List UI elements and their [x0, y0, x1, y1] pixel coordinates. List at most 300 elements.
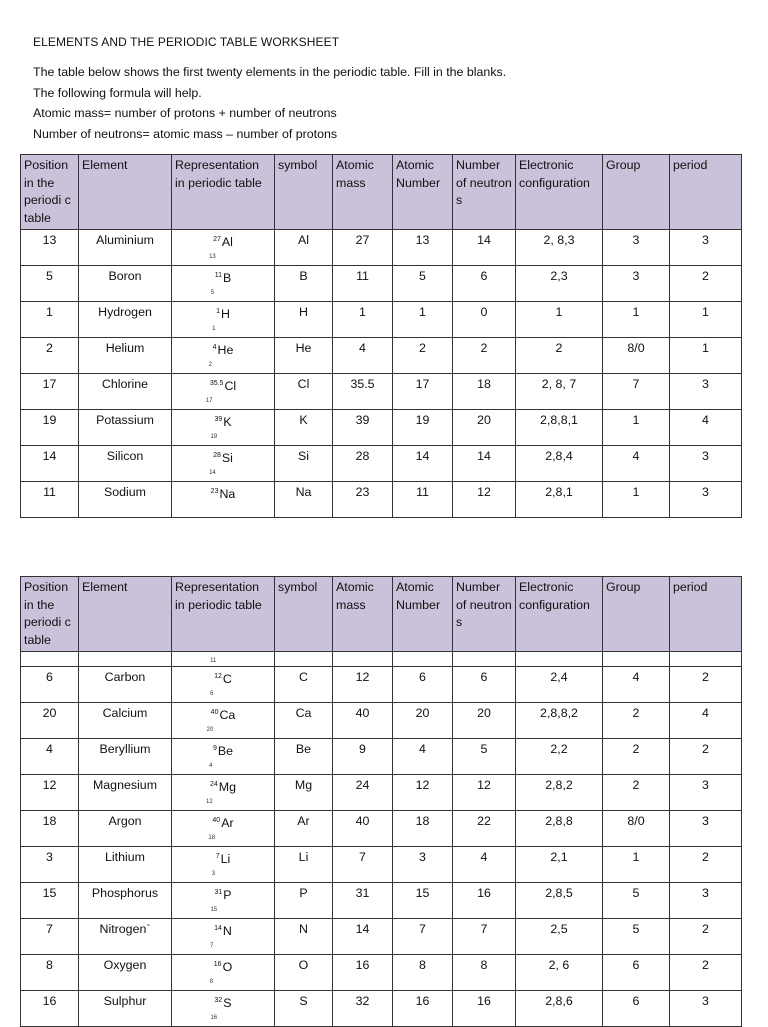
table-header-row	[21, 577, 742, 652]
cell-representation	[172, 847, 275, 883]
cell-representation	[172, 482, 275, 518]
element-symbol: Mg	[218, 780, 236, 794]
atomic-number: 20	[206, 727, 214, 733]
cell-symbol: Ca	[275, 703, 333, 739]
cell-group: 1	[603, 302, 670, 338]
header-atomic-number: Atomic Number	[393, 577, 453, 652]
cell-configuration: 2, 8,3	[516, 230, 603, 266]
cell-group: 5	[603, 883, 670, 919]
mass-number: 39	[214, 416, 223, 423]
mass-number: 28	[213, 452, 221, 459]
cell-group: 6	[603, 991, 670, 1027]
cell-position: 8	[21, 955, 79, 991]
cell-representation	[172, 230, 275, 266]
cell-neutrons: 18	[453, 374, 516, 410]
cell-atomic-number: 8	[393, 955, 453, 991]
cell-period: 3	[670, 883, 742, 919]
cell-group: 2	[603, 739, 670, 775]
atomic-number: 6	[210, 691, 214, 697]
cell-atomic-number: 19	[393, 410, 453, 446]
cell-group: 4	[603, 446, 670, 482]
isotope-notation	[208, 340, 234, 368]
cell-period: 3	[670, 446, 742, 482]
cell-configuration: 2,8,6	[516, 991, 603, 1027]
cell-atomic-number: 5	[393, 266, 453, 302]
cell-representation	[172, 811, 275, 847]
cell-atomic-mass: 31	[333, 883, 393, 919]
atomic-number: 8	[209, 979, 214, 985]
element-symbol: He	[217, 343, 234, 357]
cell-representation	[172, 703, 275, 739]
cell-element: Carbon	[79, 667, 172, 703]
table-header-row	[21, 155, 742, 230]
element-symbol: Si	[221, 451, 233, 465]
table-row	[21, 919, 742, 955]
mass-number: 11	[214, 272, 222, 279]
element-symbol: S	[223, 996, 232, 1010]
intro-line: Number of neutrons= atomic mass – number of protons	[33, 126, 338, 141]
element-symbol: Na	[219, 487, 236, 501]
cell-group: 4	[603, 667, 670, 703]
atomic-number: 7	[210, 943, 214, 949]
cell-period: 1	[670, 338, 742, 374]
element-symbol: O	[222, 960, 233, 974]
cell-period: 2	[670, 847, 742, 883]
cell-atomic-mass: 14	[333, 919, 393, 955]
cell-element: Beryllium	[79, 739, 172, 775]
cell-neutrons: 16	[453, 883, 516, 919]
cell-group: 2	[603, 775, 670, 811]
isotope-notation	[210, 921, 232, 949]
mass-number: 1	[216, 308, 220, 315]
table-row	[21, 230, 742, 266]
cell-configuration: 2,8,4	[516, 446, 603, 482]
intro-text	[33, 62, 506, 144]
cell-atomic-number: 15	[393, 883, 453, 919]
cell-group: 5	[603, 919, 670, 955]
cell-element: Argon	[79, 811, 172, 847]
cell-configuration: 2	[516, 338, 603, 374]
cell-position: 7	[21, 919, 79, 955]
cell-element: Chlorine	[79, 374, 172, 410]
cell-atomic-number: 6	[393, 667, 453, 703]
table-row	[21, 811, 742, 847]
cell-atomic-number: 13	[393, 230, 453, 266]
cell-representation	[172, 652, 275, 667]
cell-neutrons: 0	[453, 302, 516, 338]
cell-representation	[172, 410, 275, 446]
cell-atomic-mass: 24	[333, 775, 393, 811]
cell-period	[670, 652, 742, 667]
isotope-notation	[208, 813, 234, 841]
cell-atomic-mass: 40	[333, 703, 393, 739]
atomic-number: 1	[212, 326, 216, 332]
cell-atomic-number: 14	[393, 446, 453, 482]
cell-symbol: O	[275, 955, 333, 991]
cell-representation	[172, 446, 275, 482]
cell-position: 11	[21, 482, 79, 518]
mass-number: 14	[214, 925, 222, 932]
isotope-notation	[211, 484, 236, 502]
cell-atomic-number: 2	[393, 338, 453, 374]
isotope-notation	[209, 448, 233, 476]
isotope-notation	[205, 376, 237, 404]
header-atomic-mass: Atomic mass	[333, 155, 393, 230]
cell-configuration: 2, 6	[516, 955, 603, 991]
mass-number: 32	[214, 997, 223, 1004]
blank-row	[21, 652, 742, 667]
cell-position: 13	[21, 230, 79, 266]
isotope-notation	[209, 957, 233, 985]
cell-atomic-number: 20	[393, 703, 453, 739]
header-neutrons: Number of neutron s	[453, 577, 516, 652]
cell-neutrons: 14	[453, 446, 516, 482]
cell-position: 3	[21, 847, 79, 883]
header-symbol: symbol	[275, 577, 333, 652]
isotope-notation	[208, 741, 234, 769]
cell-period: 2	[670, 919, 742, 955]
atomic-number: 15	[210, 907, 218, 913]
table-row	[21, 302, 742, 338]
isotope-notation	[210, 993, 232, 1021]
cell-atomic-mass: 7	[333, 847, 393, 883]
isotope-notation	[210, 658, 232, 697]
cell-group: 1	[603, 482, 670, 518]
cell-neutrons: 20	[453, 703, 516, 739]
table-row	[21, 991, 742, 1027]
isotope-notation	[210, 412, 232, 440]
cell-atomic-mass: 27	[333, 230, 393, 266]
cell-element: Boron	[79, 266, 172, 302]
atomic-number: 2	[208, 362, 212, 368]
cell-neutrons: 2	[453, 338, 516, 374]
cell-symbol: Na	[275, 482, 333, 518]
header-atomic-mass: Atomic mass	[333, 577, 393, 652]
cell-group: 8/0	[603, 811, 670, 847]
cell-atomic-number	[393, 652, 453, 667]
cell-symbol	[275, 652, 333, 667]
element-symbol: B	[223, 271, 232, 285]
cell-atomic-mass: 32	[333, 991, 393, 1027]
cell-atomic-number: 12	[393, 775, 453, 811]
table-row	[21, 739, 742, 775]
cell-neutrons: 6	[453, 667, 516, 703]
atomic-number: 14	[209, 470, 216, 476]
element-symbol: Al	[221, 235, 233, 249]
cell-atomic-number: 4	[393, 739, 453, 775]
table-row	[21, 667, 742, 703]
table-row	[21, 410, 742, 446]
cell-element	[79, 652, 172, 667]
atomic-number: 5	[210, 290, 215, 296]
cell-element: Nitrogen`	[79, 919, 172, 955]
cell-group: 7	[603, 374, 670, 410]
cell-atomic-number: 1	[393, 302, 453, 338]
cell-symbol: Cl	[275, 374, 333, 410]
cell-neutrons: 8	[453, 955, 516, 991]
cell-atomic-mass: 35.5	[333, 374, 393, 410]
table-row	[21, 338, 742, 374]
cell-position: 2	[21, 338, 79, 374]
atomic-number: 18	[208, 835, 216, 841]
mass-number: 12	[214, 673, 222, 680]
cell-atomic-number: 18	[393, 811, 453, 847]
mass-number: 23	[210, 488, 219, 495]
cell-symbol: K	[275, 410, 333, 446]
cell-element: Silicon	[79, 446, 172, 482]
cell-atomic-mass: 39	[333, 410, 393, 446]
cell-element: Oxygen	[79, 955, 172, 991]
mass-number: 31	[214, 889, 223, 896]
cell-neutrons: 7	[453, 919, 516, 955]
cell-group: 3	[603, 266, 670, 302]
cell-representation	[172, 266, 275, 302]
mass-number: 40	[212, 817, 221, 824]
header-symbol: symbol	[275, 155, 333, 230]
cell-configuration: 2,4	[516, 667, 603, 703]
cell-neutrons: 5	[453, 739, 516, 775]
cell-group: 1	[603, 410, 670, 446]
cell-atomic-mass: 9	[333, 739, 393, 775]
cell-period: 3	[670, 374, 742, 410]
cell-period: 2	[670, 667, 742, 703]
elements-table-1	[20, 154, 742, 518]
intro-line: The table below shows the first twenty elements in the periodic table. Fill in the blanks.	[33, 65, 507, 79]
cell-configuration: 2,8,1	[516, 482, 603, 518]
cell-representation	[172, 739, 275, 775]
cell-configuration: 2, 8, 7	[516, 374, 603, 410]
isotope-notation	[209, 232, 233, 260]
table-row	[21, 775, 742, 811]
cell-element: Sulphur	[79, 991, 172, 1027]
cell-position: 20	[21, 703, 79, 739]
cell-symbol: N	[275, 919, 333, 955]
isotope-notation	[211, 849, 231, 877]
cell-representation	[172, 775, 275, 811]
header-configuration: Electronic configuration	[516, 155, 603, 230]
worksheet-title: ELEMENTS AND THE PERIODIC TABLE WORKSHEET	[33, 35, 340, 49]
cell-element: Aluminium	[79, 230, 172, 266]
cell-symbol: S	[275, 991, 333, 1027]
cell-position: 14	[21, 446, 79, 482]
cell-period: 3	[670, 482, 742, 518]
table-row	[21, 446, 742, 482]
cell-group: 6	[603, 955, 670, 991]
header-period: period	[670, 577, 742, 652]
cell-configuration: 2,8,2	[516, 775, 603, 811]
cell-neutrons: 4	[453, 847, 516, 883]
mass-number: 35.5	[209, 380, 224, 387]
cell-symbol: Mg	[275, 775, 333, 811]
cell-period: 2	[670, 266, 742, 302]
mass-number: 40	[210, 709, 219, 716]
element-symbol: Li	[220, 852, 231, 866]
cell-element: Phosphorus	[79, 883, 172, 919]
cell-symbol: C	[275, 667, 333, 703]
element-symbol: K	[223, 415, 232, 429]
cell-representation	[172, 338, 275, 374]
cell-neutrons: 20	[453, 410, 516, 446]
cell-period: 3	[670, 775, 742, 811]
cell-symbol: Ar	[275, 811, 333, 847]
cell-position: 4	[21, 739, 79, 775]
cell-element: Sodium	[79, 482, 172, 518]
cell-configuration: 2,8,8,1	[516, 410, 603, 446]
cell-element: Hydrogen	[79, 302, 172, 338]
cell-atomic-mass: 40	[333, 811, 393, 847]
cell-position	[21, 652, 79, 667]
cell-position: 12	[21, 775, 79, 811]
table-row	[21, 482, 742, 518]
mass-number: 9	[212, 745, 217, 752]
table-row	[21, 955, 742, 991]
cell-representation	[172, 302, 275, 338]
cell-group: 8/0	[603, 338, 670, 374]
cell-atomic-mass: 4	[333, 338, 393, 374]
atomic-number: 19	[210, 434, 218, 440]
cell-representation	[172, 374, 275, 410]
atomic-number: 11	[210, 658, 217, 664]
cell-configuration: 1	[516, 302, 603, 338]
cell-group	[603, 652, 670, 667]
table-row	[21, 703, 742, 739]
cell-configuration: 2,1	[516, 847, 603, 883]
header-group: Group	[603, 155, 670, 230]
element-symbol: Be	[217, 744, 234, 758]
cell-neutrons	[453, 652, 516, 667]
cell-position: 5	[21, 266, 79, 302]
cell-configuration: 2,8,5	[516, 883, 603, 919]
element-symbol: H	[220, 307, 230, 321]
intro-line: Atomic mass= number of protons + number of neutrons	[33, 106, 337, 120]
isotope-notation	[210, 268, 232, 296]
cell-period: 3	[670, 991, 742, 1027]
cell-period: 3	[670, 811, 742, 847]
cell-position: 6	[21, 667, 79, 703]
table-row	[21, 847, 742, 883]
cell-atomic-mass: 11	[333, 266, 393, 302]
header-representation: Representation in periodic table	[172, 155, 275, 230]
header-position: Position in the periodi c table	[21, 155, 79, 230]
cell-group: 1	[603, 847, 670, 883]
header-position: Position in the periodi c table	[21, 577, 79, 652]
cell-representation	[172, 919, 275, 955]
mass-number: 24	[209, 781, 218, 788]
mass-number: 27	[213, 236, 221, 243]
header-neutrons: Number of neutron s	[453, 155, 516, 230]
cell-configuration: 2,5	[516, 919, 603, 955]
header-group: Group	[603, 577, 670, 652]
element-symbol: P	[223, 888, 232, 902]
cell-element: Potassium	[79, 410, 172, 446]
atomic-number: 16	[210, 1015, 218, 1021]
cell-configuration: 2,8,8,2	[516, 703, 603, 739]
cell-representation	[172, 658, 275, 703]
element-symbol: Cl	[224, 379, 237, 393]
cell-atomic-mass: 12	[333, 667, 393, 703]
atomic-number: 3	[211, 871, 216, 877]
table-row	[21, 374, 742, 410]
elements-table-2	[20, 576, 742, 1027]
header-representation: Representation in periodic table	[172, 577, 275, 652]
cell-symbol: Be	[275, 739, 333, 775]
cell-configuration	[516, 652, 603, 667]
cell-period: 4	[670, 410, 742, 446]
cell-position: 18	[21, 811, 79, 847]
cell-period: 4	[670, 703, 742, 739]
cell-period: 1	[670, 302, 742, 338]
cell-representation	[172, 955, 275, 991]
cell-atomic-number: 7	[393, 919, 453, 955]
cell-neutrons: 12	[453, 482, 516, 518]
cell-atomic-mass: 1	[333, 302, 393, 338]
cell-symbol: B	[275, 266, 333, 302]
cell-atomic-number: 3	[393, 847, 453, 883]
mass-number: 16	[213, 961, 222, 968]
header-element: Element	[79, 577, 172, 652]
cell-period: 3	[670, 230, 742, 266]
cell-element: Helium	[79, 338, 172, 374]
isotope-notation	[205, 777, 236, 805]
cell-neutrons: 14	[453, 230, 516, 266]
cell-representation	[172, 991, 275, 1027]
atomic-number: 13	[209, 254, 216, 260]
atomic-number: 4	[208, 763, 213, 769]
cell-symbol: P	[275, 883, 333, 919]
cell-symbol: Al	[275, 230, 333, 266]
element-symbol: N	[222, 924, 232, 938]
intro-line: The following formula will help.	[33, 85, 202, 100]
cell-group: 2	[603, 703, 670, 739]
element-symbol: C	[222, 672, 232, 686]
header-period: period	[670, 155, 742, 230]
cell-position: 15	[21, 883, 79, 919]
isotope-notation	[210, 885, 232, 913]
atomic-number: 12	[205, 799, 213, 805]
cell-element: Lithium	[79, 847, 172, 883]
cell-group: 3	[603, 230, 670, 266]
cell-element: Calcium	[79, 703, 172, 739]
isotope-notation	[206, 705, 236, 733]
cell-neutrons: 22	[453, 811, 516, 847]
cell-representation	[172, 883, 275, 919]
cell-configuration: 2,2	[516, 739, 603, 775]
cell-position: 1	[21, 302, 79, 338]
cell-symbol: Li	[275, 847, 333, 883]
cell-atomic-mass: 23	[333, 482, 393, 518]
cell-neutrons: 16	[453, 991, 516, 1027]
cell-atomic-number: 16	[393, 991, 453, 1027]
cell-neutrons: 12	[453, 775, 516, 811]
header-atomic-number: Atomic Number	[393, 155, 453, 230]
cell-period: 2	[670, 955, 742, 991]
table-row	[21, 266, 742, 302]
header-element: Element	[79, 155, 172, 230]
mass-number: 7	[215, 853, 220, 860]
cell-position: 16	[21, 991, 79, 1027]
table-row	[21, 883, 742, 919]
cell-period: 2	[670, 739, 742, 775]
element-symbol: Ca	[219, 708, 236, 722]
cell-atomic-mass	[333, 652, 393, 667]
cell-symbol: Si	[275, 446, 333, 482]
cell-atomic-number: 11	[393, 482, 453, 518]
cell-atomic-mass: 16	[333, 955, 393, 991]
isotope-notation	[212, 304, 230, 332]
element-symbol: Ar	[221, 816, 234, 830]
cell-configuration: 2,8,8	[516, 811, 603, 847]
cell-atomic-number: 17	[393, 374, 453, 410]
